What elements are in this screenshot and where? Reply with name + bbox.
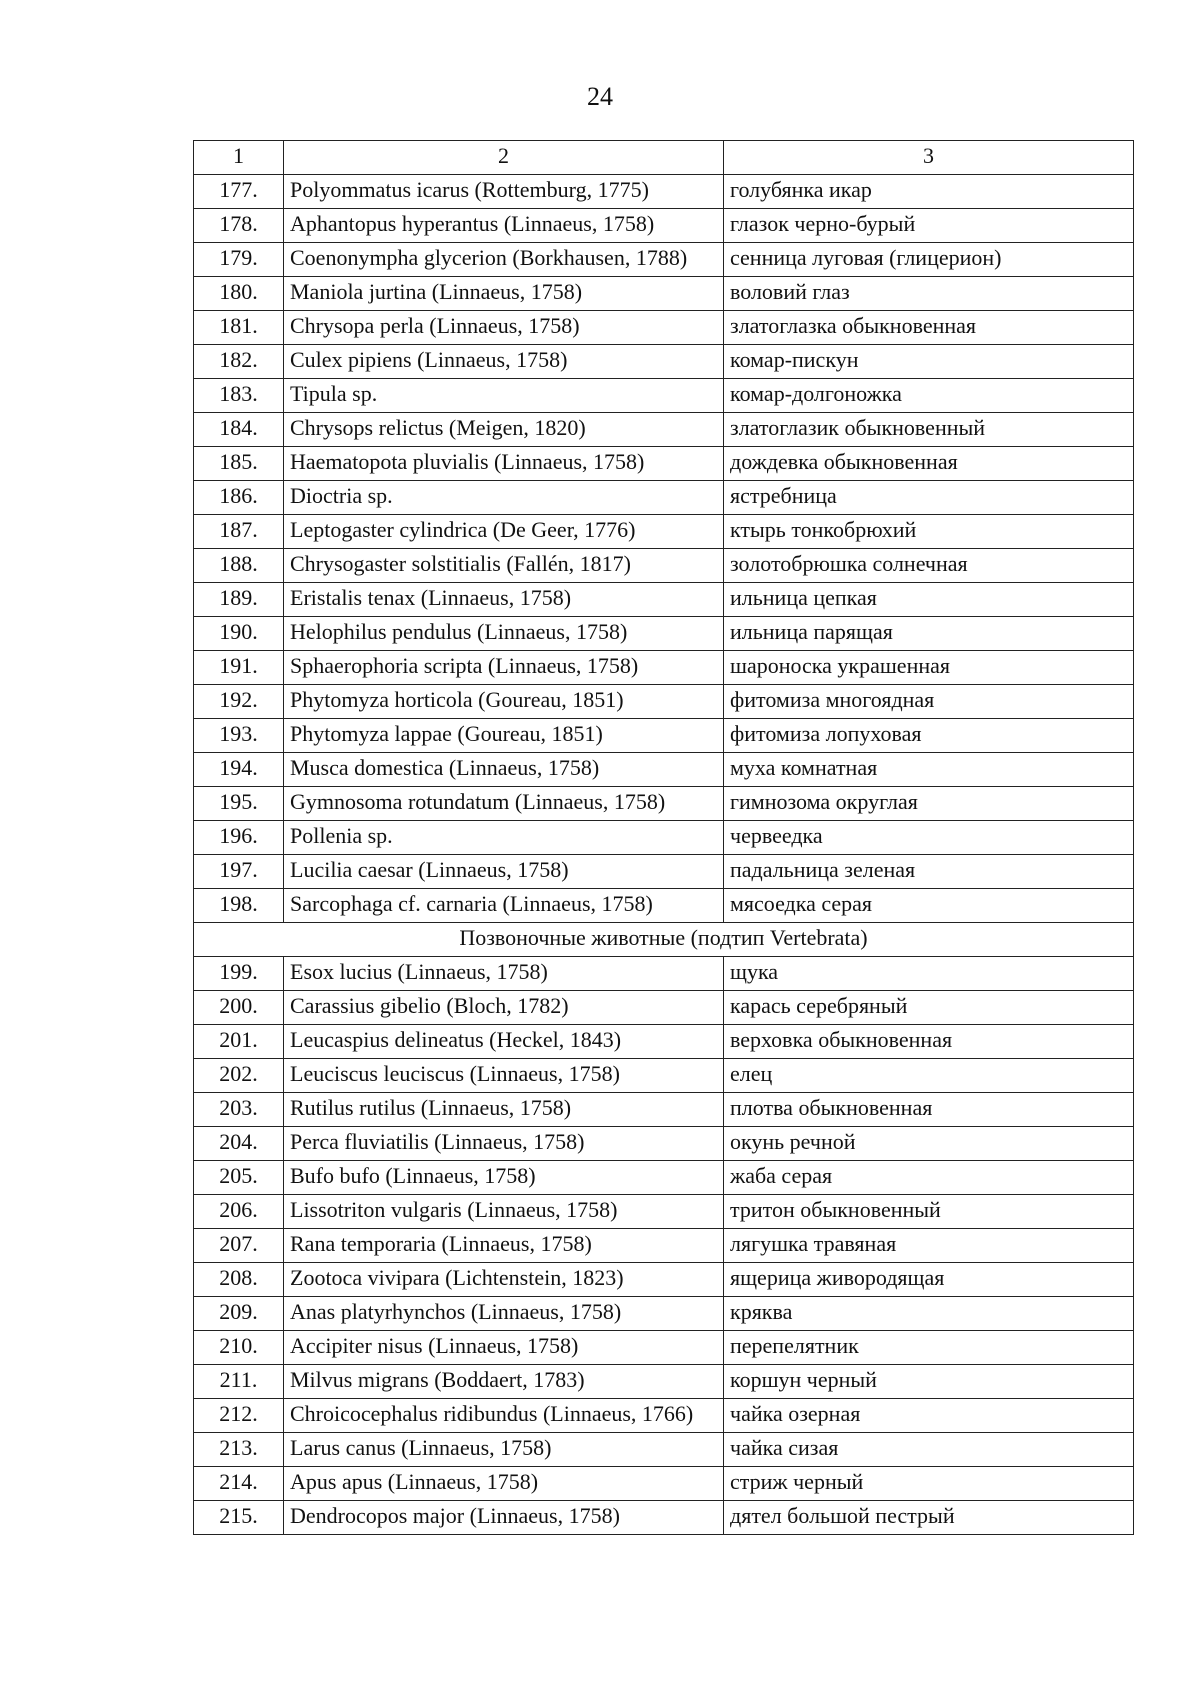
table-row — [194, 1093, 1134, 1127]
latin-name: Sarcophaga cf. carnaria (Linnaeus, 1758) — [284, 889, 724, 923]
row-number: 213. — [194, 1433, 284, 1467]
header-cell-russian: 3 — [724, 141, 1134, 175]
row-number: 192. — [194, 685, 284, 719]
russian-name: златоглазка обыкновенная — [724, 311, 1134, 345]
russian-name: мясоедка серая — [724, 889, 1134, 923]
latin-name: Culex pipiens (Linnaeus, 1758) — [284, 345, 724, 379]
latin-name: Milvus migrans (Boddaert, 1783) — [284, 1365, 724, 1399]
table-row — [194, 821, 1134, 855]
row-number: 193. — [194, 719, 284, 753]
russian-name: гимнозома округлая — [724, 787, 1134, 821]
table-row — [194, 345, 1134, 379]
russian-name: лягушка травяная — [724, 1229, 1134, 1263]
russian-name: верховка обыкновенная — [724, 1025, 1134, 1059]
row-number: 190. — [194, 617, 284, 651]
russian-name: плотва обыкновенная — [724, 1093, 1134, 1127]
table-row — [194, 1127, 1134, 1161]
latin-name: Eristalis tenax (Linnaeus, 1758) — [284, 583, 724, 617]
row-number: 196. — [194, 821, 284, 855]
row-number: 189. — [194, 583, 284, 617]
russian-name: воловий глаз — [724, 277, 1134, 311]
row-number: 182. — [194, 345, 284, 379]
row-number: 209. — [194, 1297, 284, 1331]
latin-name: Polyommatus icarus (Rottemburg, 1775) — [284, 175, 724, 209]
section-title: Позвоночные животные (подтип Vertebrata) — [194, 923, 1134, 957]
table-row — [194, 1263, 1134, 1297]
latin-name: Perca fluviatilis (Linnaeus, 1758) — [284, 1127, 724, 1161]
row-number: 188. — [194, 549, 284, 583]
latin-name: Lucilia caesar (Linnaeus, 1758) — [284, 855, 724, 889]
row-number: 214. — [194, 1467, 284, 1501]
row-number: 185. — [194, 447, 284, 481]
row-number: 200. — [194, 991, 284, 1025]
table-row — [194, 855, 1134, 889]
table-row — [194, 209, 1134, 243]
russian-name: коршун черный — [724, 1365, 1134, 1399]
latin-name: Helophilus pendulus (Linnaeus, 1758) — [284, 617, 724, 651]
russian-name: фитомиза лопуховая — [724, 719, 1134, 753]
species-table-body — [194, 141, 1134, 1535]
table-row — [194, 1433, 1134, 1467]
latin-name: Phytomyza horticola (Goureau, 1851) — [284, 685, 724, 719]
latin-name: Zootoca vivipara (Lichtenstein, 1823) — [284, 1263, 724, 1297]
page-number: 24 — [587, 82, 613, 111]
russian-name: жаба серая — [724, 1161, 1134, 1195]
table-row — [194, 617, 1134, 651]
table-row — [194, 311, 1134, 345]
row-number: 202. — [194, 1059, 284, 1093]
latin-name: Maniola jurtina (Linnaeus, 1758) — [284, 277, 724, 311]
table-row — [194, 1399, 1134, 1433]
latin-name: Apus apus (Linnaeus, 1758) — [284, 1467, 724, 1501]
latin-name: Phytomyza lappae (Goureau, 1851) — [284, 719, 724, 753]
russian-name: падальница зеленая — [724, 855, 1134, 889]
russian-name: червеедка — [724, 821, 1134, 855]
russian-name: комар-пискун — [724, 345, 1134, 379]
russian-name: фитомиза многоядная — [724, 685, 1134, 719]
table-row — [194, 1229, 1134, 1263]
table-row — [194, 1195, 1134, 1229]
latin-name: Carassius gibelio (Bloch, 1782) — [284, 991, 724, 1025]
russian-name: ильница парящая — [724, 617, 1134, 651]
row-number: 199. — [194, 957, 284, 991]
russian-name: стриж черный — [724, 1467, 1134, 1501]
russian-name: дождевка обыкновенная — [724, 447, 1134, 481]
table-row — [194, 991, 1134, 1025]
latin-name: Anas platyrhynchos (Linnaeus, 1758) — [284, 1297, 724, 1331]
row-number: 178. — [194, 209, 284, 243]
row-number: 184. — [194, 413, 284, 447]
russian-name: золотобрюшка солнечная — [724, 549, 1134, 583]
row-number: 215. — [194, 1501, 284, 1535]
russian-name: ястребница — [724, 481, 1134, 515]
russian-name: глазок черно-бурый — [724, 209, 1134, 243]
table-row — [194, 447, 1134, 481]
row-number: 187. — [194, 515, 284, 549]
row-number: 195. — [194, 787, 284, 821]
row-number: 197. — [194, 855, 284, 889]
table-row — [194, 1467, 1134, 1501]
table-row — [194, 651, 1134, 685]
row-number: 203. — [194, 1093, 284, 1127]
latin-name: Rana temporaria (Linnaeus, 1758) — [284, 1229, 724, 1263]
latin-name: Bufo bufo (Linnaeus, 1758) — [284, 1161, 724, 1195]
row-number: 208. — [194, 1263, 284, 1297]
table-row — [194, 379, 1134, 413]
table-row — [194, 515, 1134, 549]
row-number: 212. — [194, 1399, 284, 1433]
table-row — [194, 1365, 1134, 1399]
table-row — [194, 1297, 1134, 1331]
russian-name: голубянка икар — [724, 175, 1134, 209]
table-row — [194, 1161, 1134, 1195]
latin-name: Larus canus (Linnaeus, 1758) — [284, 1433, 724, 1467]
row-number: 205. — [194, 1161, 284, 1195]
russian-name: муха комнатная — [724, 753, 1134, 787]
table-row — [194, 1025, 1134, 1059]
latin-name: Tipula sp. — [284, 379, 724, 413]
latin-name: Accipiter nisus (Linnaeus, 1758) — [284, 1331, 724, 1365]
row-number: 191. — [194, 651, 284, 685]
header-cell-latin: 2 — [284, 141, 724, 175]
russian-name: комар-долгоножка — [724, 379, 1134, 413]
russian-name: карась серебряный — [724, 991, 1134, 1025]
latin-name: Leucaspius delineatus (Heckel, 1843) — [284, 1025, 724, 1059]
latin-name: Haematopota pluvialis (Linnaeus, 1758) — [284, 447, 724, 481]
row-number: 198. — [194, 889, 284, 923]
latin-name: Dioctria sp. — [284, 481, 724, 515]
latin-name: Chrysopa perla (Linnaeus, 1758) — [284, 311, 724, 345]
species-table — [193, 140, 1134, 1535]
row-number: 204. — [194, 1127, 284, 1161]
latin-name: Esox lucius (Linnaeus, 1758) — [284, 957, 724, 991]
table-row — [194, 583, 1134, 617]
table-row — [194, 549, 1134, 583]
latin-name: Dendrocopos major (Linnaeus, 1758) — [284, 1501, 724, 1535]
table-row — [194, 413, 1134, 447]
table-row — [194, 1501, 1134, 1535]
russian-name: шароноска украшенная — [724, 651, 1134, 685]
table-row — [194, 481, 1134, 515]
table-row — [194, 685, 1134, 719]
table-row — [194, 889, 1134, 923]
row-number: 186. — [194, 481, 284, 515]
russian-name: дятел большой пестрый — [724, 1501, 1134, 1535]
row-number: 206. — [194, 1195, 284, 1229]
row-number: 207. — [194, 1229, 284, 1263]
latin-name: Lissotriton vulgaris (Linnaeus, 1758) — [284, 1195, 724, 1229]
row-number: 211. — [194, 1365, 284, 1399]
table-row — [194, 957, 1134, 991]
latin-name: Sphaerophoria scripta (Linnaeus, 1758) — [284, 651, 724, 685]
latin-name: Chrysops relictus (Meigen, 1820) — [284, 413, 724, 447]
russian-name: кряква — [724, 1297, 1134, 1331]
row-number: 210. — [194, 1331, 284, 1365]
russian-name: перепелятник — [724, 1331, 1134, 1365]
russian-name: сенница луговая (глицерион) — [724, 243, 1134, 277]
russian-name: ящерица живородящая — [724, 1263, 1134, 1297]
row-number: 181. — [194, 311, 284, 345]
latin-name: Chrysogaster solstitialis (Fallén, 1817) — [284, 549, 724, 583]
section-row — [194, 923, 1134, 957]
table-row — [194, 243, 1134, 277]
row-number: 177. — [194, 175, 284, 209]
russian-name: ктырь тонкобрюхий — [724, 515, 1134, 549]
latin-name: Pollenia sp. — [284, 821, 724, 855]
russian-name: ильница цепкая — [724, 583, 1134, 617]
table-row — [194, 787, 1134, 821]
russian-name: щука — [724, 957, 1134, 991]
russian-name: чайка сизая — [724, 1433, 1134, 1467]
table-row — [194, 277, 1134, 311]
table-row — [194, 1059, 1134, 1093]
table-row — [194, 175, 1134, 209]
latin-name: Leptogaster cylindrica (De Geer, 1776) — [284, 515, 724, 549]
russian-name: елец — [724, 1059, 1134, 1093]
latin-name: Coenonympha glycerion (Borkhausen, 1788) — [284, 243, 724, 277]
table-row — [194, 1331, 1134, 1365]
russian-name: окунь речной — [724, 1127, 1134, 1161]
latin-name: Leuciscus leuciscus (Linnaeus, 1758) — [284, 1059, 724, 1093]
russian-name: чайка озерная — [724, 1399, 1134, 1433]
latin-name: Aphantopus hyperantus (Linnaeus, 1758) — [284, 209, 724, 243]
table-row — [194, 719, 1134, 753]
latin-name: Musca domestica (Linnaeus, 1758) — [284, 753, 724, 787]
header-cell-number: 1 — [194, 141, 284, 175]
row-number: 183. — [194, 379, 284, 413]
row-number: 201. — [194, 1025, 284, 1059]
latin-name: Gymnosoma rotundatum (Linnaeus, 1758) — [284, 787, 724, 821]
row-number: 179. — [194, 243, 284, 277]
russian-name: златоглазик обыкновенный — [724, 413, 1134, 447]
latin-name: Chroicocephalus ridibundus (Linnaeus, 1766) — [284, 1399, 724, 1433]
russian-name: тритон обыкновенный — [724, 1195, 1134, 1229]
table-row — [194, 753, 1134, 787]
table-header-row — [194, 141, 1134, 175]
latin-name: Rutilus rutilus (Linnaeus, 1758) — [284, 1093, 724, 1127]
row-number: 180. — [194, 277, 284, 311]
row-number: 194. — [194, 753, 284, 787]
